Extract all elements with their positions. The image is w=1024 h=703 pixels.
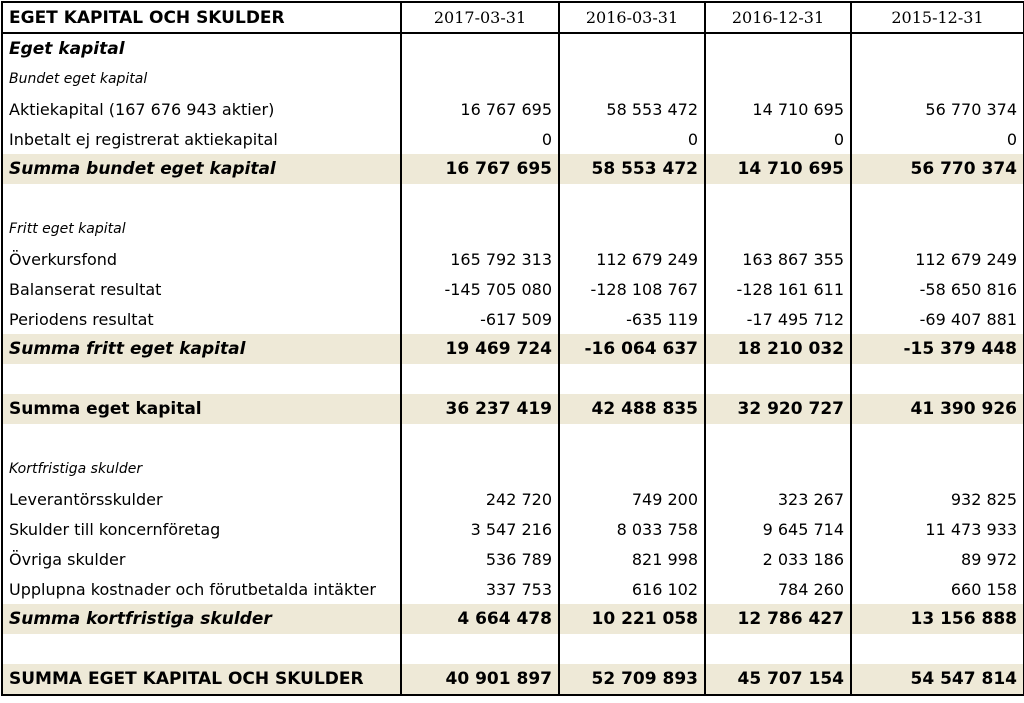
value-cell: 14 710 695: [705, 154, 851, 184]
table-row: [2, 274, 1024, 304]
value-cell: [559, 64, 705, 94]
value-cell: [401, 214, 559, 244]
value-cell: 0: [401, 124, 559, 154]
table-header-row: [2, 2, 1024, 33]
value-cell: [851, 214, 1024, 244]
period-header: 2016-03-31: [559, 2, 705, 33]
row-label: Summa eget kapital: [2, 394, 401, 424]
value-cell: -16 064 637: [559, 334, 705, 364]
value-cell: [401, 424, 559, 454]
value-cell: [851, 364, 1024, 394]
table-row: [2, 124, 1024, 154]
value-cell: 8 033 758: [559, 514, 705, 544]
table-row: [2, 484, 1024, 514]
table-body: [2, 33, 1024, 695]
table-row: [2, 304, 1024, 334]
total-row: [2, 394, 1024, 424]
value-cell: 3 547 216: [401, 514, 559, 544]
row-label: Aktiekapital (167 676 943 aktier): [2, 94, 401, 124]
value-cell: [705, 214, 851, 244]
value-cell: 112 679 249: [851, 244, 1024, 274]
spacer-row: [2, 424, 1024, 454]
value-cell: 2 033 186: [705, 544, 851, 574]
value-cell: [851, 454, 1024, 484]
value-cell: [401, 64, 559, 94]
subtotal-row: [2, 334, 1024, 364]
value-cell: 337 753: [401, 574, 559, 604]
table-row: [2, 574, 1024, 604]
value-cell: 616 102: [559, 574, 705, 604]
value-cell: 56 770 374: [851, 94, 1024, 124]
value-cell: [401, 634, 559, 664]
value-cell: -15 379 448: [851, 334, 1024, 364]
value-cell: 163 867 355: [705, 244, 851, 274]
value-cell: 58 553 472: [559, 94, 705, 124]
row-label: Inbetalt ej registrerat aktiekapital: [2, 124, 401, 154]
value-cell: [705, 33, 851, 64]
value-cell: -69 407 881: [851, 304, 1024, 334]
value-cell: -128 108 767: [559, 274, 705, 304]
value-cell: 89 972: [851, 544, 1024, 574]
row-label: Periodens resultat: [2, 304, 401, 334]
value-cell: 18 210 032: [705, 334, 851, 364]
value-cell: 40 901 897: [401, 664, 559, 695]
value-cell: 821 998: [559, 544, 705, 574]
row-label: [2, 634, 401, 664]
value-cell: [559, 214, 705, 244]
value-cell: [705, 64, 851, 94]
spacer-row: [2, 184, 1024, 214]
value-cell: [851, 64, 1024, 94]
value-cell: [705, 454, 851, 484]
value-cell: 16 767 695: [401, 94, 559, 124]
value-cell: [401, 364, 559, 394]
value-cell: [705, 184, 851, 214]
table-row: [2, 544, 1024, 574]
value-cell: [401, 33, 559, 64]
value-cell: 42 488 835: [559, 394, 705, 424]
value-cell: [559, 364, 705, 394]
row-label: Skulder till koncernföretag: [2, 514, 401, 544]
value-cell: 0: [851, 124, 1024, 154]
subtotal-row: [2, 154, 1024, 184]
value-cell: -58 650 816: [851, 274, 1024, 304]
value-cell: 13 156 888: [851, 604, 1024, 634]
value-cell: -617 509: [401, 304, 559, 334]
value-cell: 41 390 926: [851, 394, 1024, 424]
value-cell: 323 267: [705, 484, 851, 514]
row-label: Leverantörsskulder: [2, 484, 401, 514]
table-row: [2, 244, 1024, 274]
value-cell: [705, 634, 851, 664]
row-label: Upplupna kostnader och förutbetalda intäkter: [2, 574, 401, 604]
row-label: Bundet eget kapital: [2, 64, 401, 94]
value-cell: -145 705 080: [401, 274, 559, 304]
value-cell: -635 119: [559, 304, 705, 334]
row-label: Summa fritt eget kapital: [2, 334, 401, 364]
table-row: [2, 94, 1024, 124]
value-cell: 14 710 695: [705, 94, 851, 124]
subsection-heading-row: [2, 214, 1024, 244]
table-title: EGET KAPITAL OCH SKULDER: [2, 2, 401, 33]
value-cell: 58 553 472: [559, 154, 705, 184]
row-label: [2, 184, 401, 214]
row-label: SUMMA EGET KAPITAL OCH SKULDER: [2, 664, 401, 695]
value-cell: [559, 424, 705, 454]
value-cell: [851, 33, 1024, 64]
value-cell: 165 792 313: [401, 244, 559, 274]
row-label: Kortfristiga skulder: [2, 454, 401, 484]
row-label: Överkursfond: [2, 244, 401, 274]
section-heading-row: [2, 33, 1024, 64]
value-cell: -128 161 611: [705, 274, 851, 304]
value-cell: 54 547 814: [851, 664, 1024, 695]
row-label: [2, 364, 401, 394]
value-cell: 660 158: [851, 574, 1024, 604]
period-header: 2016-12-31: [705, 2, 851, 33]
row-label: Balanserat resultat: [2, 274, 401, 304]
value-cell: 32 920 727: [705, 394, 851, 424]
grand-total-row: [2, 664, 1024, 695]
value-cell: 52 709 893: [559, 664, 705, 695]
row-label: Övriga skulder: [2, 544, 401, 574]
value-cell: 12 786 427: [705, 604, 851, 634]
row-label: Eget kapital: [2, 33, 401, 64]
value-cell: [559, 33, 705, 64]
value-cell: 45 707 154: [705, 664, 851, 695]
row-label: Fritt eget kapital: [2, 214, 401, 244]
period-header: 2017-03-31: [401, 2, 559, 33]
value-cell: [559, 634, 705, 664]
value-cell: [851, 424, 1024, 454]
period-header: 2015-12-31: [851, 2, 1024, 33]
value-cell: 932 825: [851, 484, 1024, 514]
value-cell: 11 473 933: [851, 514, 1024, 544]
value-cell: 10 221 058: [559, 604, 705, 634]
value-cell: 4 664 478: [401, 604, 559, 634]
value-cell: [401, 184, 559, 214]
value-cell: 0: [705, 124, 851, 154]
balance-sheet-table: [1, 1, 1024, 696]
value-cell: [851, 634, 1024, 664]
row-label: [2, 424, 401, 454]
spacer-row: [2, 364, 1024, 394]
value-cell: [851, 184, 1024, 214]
value-cell: 9 645 714: [705, 514, 851, 544]
subsection-heading-row: [2, 64, 1024, 94]
value-cell: 36 237 419: [401, 394, 559, 424]
value-cell: 16 767 695: [401, 154, 559, 184]
value-cell: [559, 184, 705, 214]
value-cell: [559, 454, 705, 484]
spacer-row: [2, 634, 1024, 664]
subsection-heading-row: [2, 454, 1024, 484]
value-cell: 0: [559, 124, 705, 154]
value-cell: 784 260: [705, 574, 851, 604]
value-cell: -17 495 712: [705, 304, 851, 334]
value-cell: 112 679 249: [559, 244, 705, 274]
value-cell: 56 770 374: [851, 154, 1024, 184]
row-label: Summa kortfristiga skulder: [2, 604, 401, 634]
value-cell: [401, 454, 559, 484]
value-cell: 19 469 724: [401, 334, 559, 364]
value-cell: 536 789: [401, 544, 559, 574]
table-row: [2, 514, 1024, 544]
value-cell: [705, 364, 851, 394]
value-cell: 242 720: [401, 484, 559, 514]
subtotal-row: [2, 604, 1024, 634]
row-label: Summa bundet eget kapital: [2, 154, 401, 184]
value-cell: 749 200: [559, 484, 705, 514]
value-cell: [705, 424, 851, 454]
